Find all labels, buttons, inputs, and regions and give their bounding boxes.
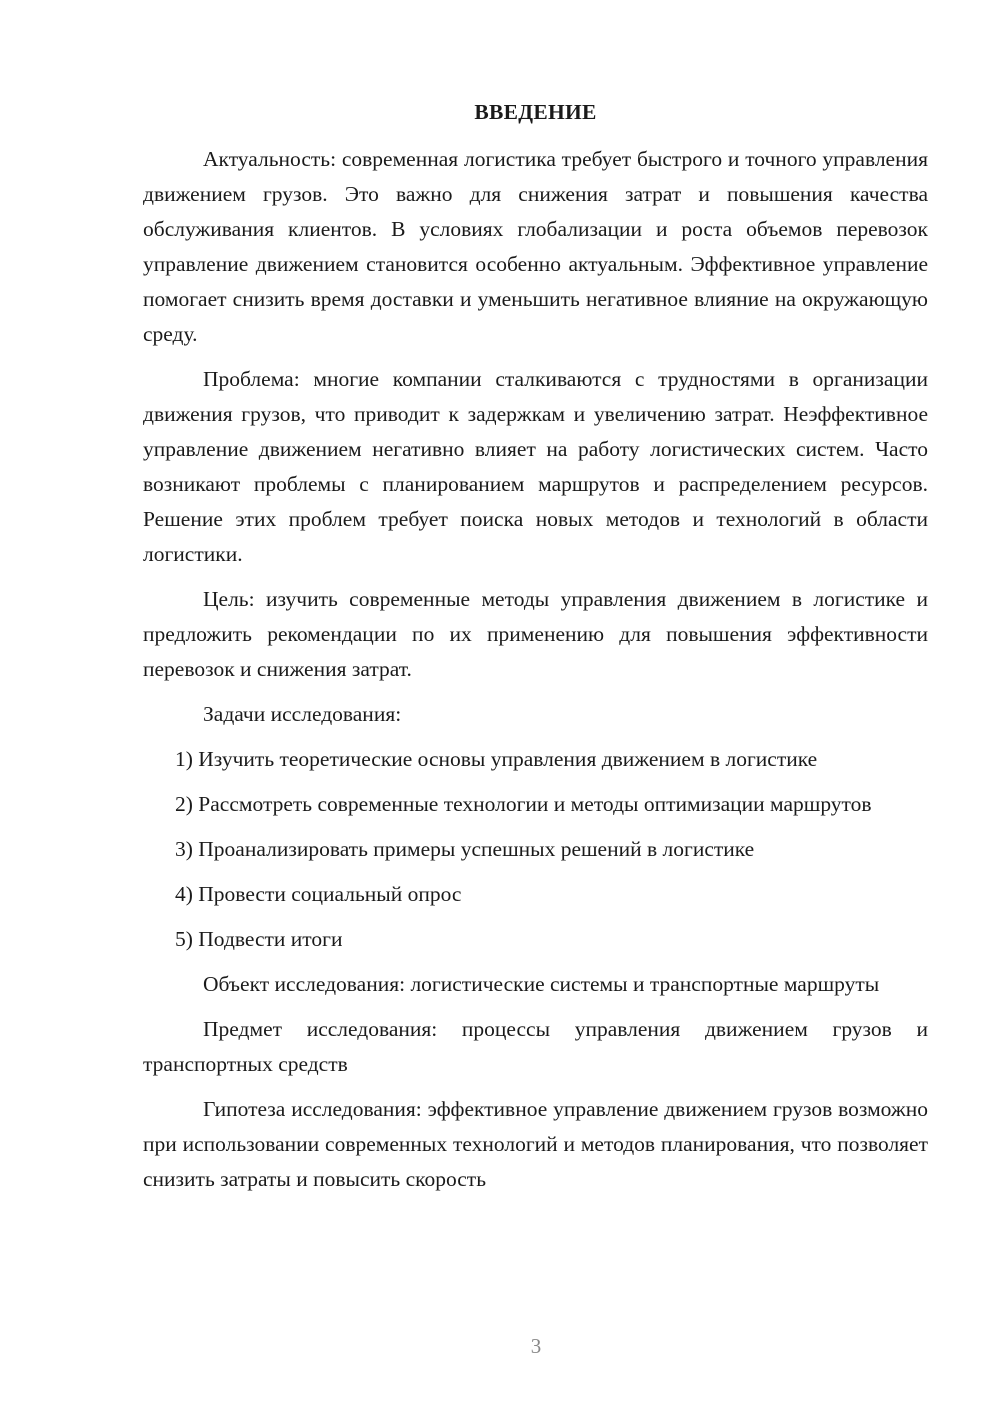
tasks-heading: Задачи исследования: [203, 702, 402, 726]
paragraph-problem: Проблема: многие компании сталкиваются с трудностями в организации движения грузов, что приводит к задержкам и увеличению затрат. Неэффективное управление движением негативно влияет на работу логистических систем. Часто возникают проблемы с планированием маршрутов и распределением ресурсов. Решение этих проблем требует поиска новых методов и технологий в области логистики. [143, 367, 928, 566]
paragraph-relevance: Актуальность: современная логистика требует быстрого и точного управления движением грузов. Это важно для снижения затрат и повышения качества обслуживания клиентов. В условиях глобализации и роста объемов перевозок управление движением становится особенно актуальным. Эффективное управление помогает снизить время доставки и уменьшить негативное влияние на окружающую среду. [143, 147, 928, 346]
task-item-4: 4) Провести социальный опрос [175, 882, 462, 906]
page-number: 3 [530, 1334, 542, 1358]
task-item-5: 5) Подвести итоги [175, 927, 343, 951]
task-item-2: 2) Рассмотреть современные технологии и методы оптимизации маршрутов [175, 792, 872, 816]
paragraph-subject: Предмет исследования: процессы управления движением грузов и транспортных средств [143, 1017, 928, 1076]
paragraph-goal: Цель: изучить современные методы управления движением в логистике и предложить рекомендации по их применению для повышения эффективности перевозок и снижения затрат. [143, 587, 928, 681]
paragraph-hypothesis: Гипотеза исследования: эффективное управление движением грузов возможно при использовании современных технологий и методов планирования, что позволяет снизить затраты и повысить скорость [143, 1097, 928, 1191]
document-page [143, 95, 928, 1207]
task-item-1: 1) Изучить теоретические основы управления движением в логистике [175, 747, 818, 771]
paragraph-object: Объект исследования: логистические системы и транспортные маршруты [203, 972, 880, 996]
page-title: ВВЕДЕНИЕ [474, 100, 597, 124]
task-item-3: 3) Проанализировать примеры успешных решений в логистике [175, 837, 755, 861]
